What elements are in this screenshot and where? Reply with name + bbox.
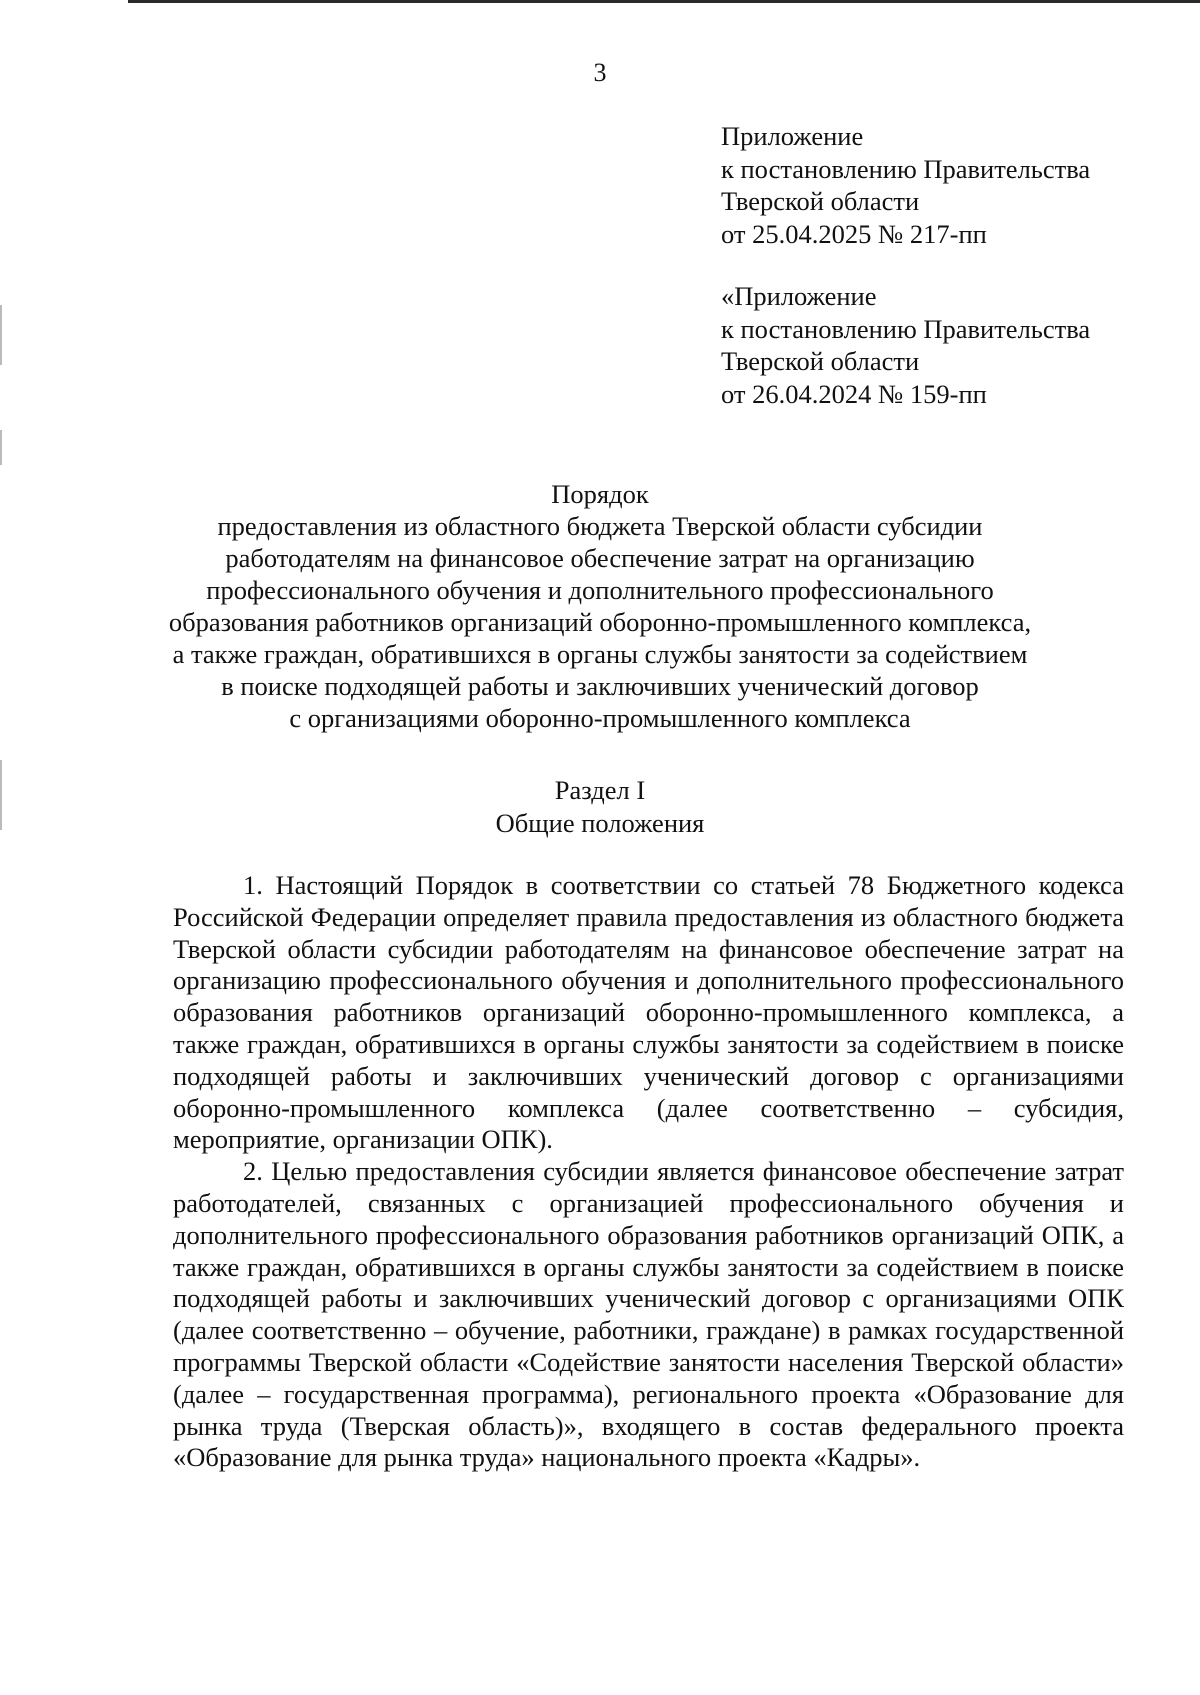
scan-edge-mark — [0, 760, 2, 830]
appendix-current-block — [721, 120, 1090, 250]
scan-top-border — [128, 0, 1200, 3]
section-number: Раздел I — [554, 775, 646, 805]
appendix-original-block — [721, 280, 1090, 410]
appendix-line: Тверской области — [721, 346, 920, 376]
document-title-line: предоставления из областного бюджета Тверской области субсидии — [217, 511, 983, 541]
section-heading — [150, 774, 1050, 839]
appendix-line: от 26.04.2024 № 159-пп — [721, 378, 987, 409]
scan-edge-mark — [0, 430, 2, 465]
document-title-line: в поиске подходящей работы и заключивших ученический договор — [221, 671, 979, 701]
document-title-line: образования работников организаций оборонно-промышленного комплекса, — [168, 607, 1032, 637]
document-title-line: работодателям на финансовое обеспечение затрат на организацию — [225, 543, 975, 573]
section-title: Общие положения — [495, 807, 705, 838]
document-title-line: с организациями оборонно-промышленного комплекса — [289, 703, 911, 733]
paragraph-2: 2. Целью предоставления субсидии является финансовое обеспечение затрат работодателей, связанных с организацией профессионального обучения и дополнительного профессионального образования работников организаций ОПК, а также граждан, обратившихся в органы службы занятости за содействием в поиске подходящей работы и заключивших ученический договор с организациями ОПК (далее соответственно – обучение, работники, граждане) в рамках государственной программы Тверской области «Содействие занятости населения Тверской области» (далее – государственная программа), регионального проекта «Образование для рынка труда (Тверская область)», входящего в состав федерального проекта «Образование для рынка труда» национального проекта «Кадры». — [173, 1156, 1124, 1473]
page-number: 3 — [593, 58, 607, 87]
document-title-line: профессионального обучения и дополнительного профессионального — [206, 575, 994, 605]
document-title-heading: Порядок — [551, 479, 649, 509]
paragraph-1: 1. Настоящий Порядок в соответствии со статьей 78 Бюджетного кодекса Российской Федерации определяет правила предоставления из областного бюджета Тверской области субсидии работодателям на финансовое обеспечение затрат на организацию профессионального обучения и дополнительного профессионального образования работников организаций оборонно-промышленного комплекса, а также граждан, обратившихся в органы службы занятости за содействием в поиске подходящей работы и заключивших ученический договор с организациями оборонно-промышленного комплекса (далее соответственно – субсидия, мероприятие, организации ОПК). — [173, 870, 1124, 1155]
document-title-line: а также граждан, обратившихся в органы службы занятости за содействием — [172, 639, 1028, 669]
appendix-line: Приложение — [721, 121, 864, 151]
body-text — [173, 870, 1124, 1474]
appendix-line: от 25.04.2025 № 217-пп — [721, 218, 987, 249]
appendix-line: Тверской области — [721, 186, 920, 216]
appendix-line: «Приложение — [721, 281, 877, 311]
appendix-line: к постановлению Правительства — [721, 153, 1091, 184]
appendix-line: к постановлению Правительства — [721, 313, 1091, 344]
scan-edge-mark — [0, 305, 2, 365]
document-title — [150, 478, 1050, 734]
